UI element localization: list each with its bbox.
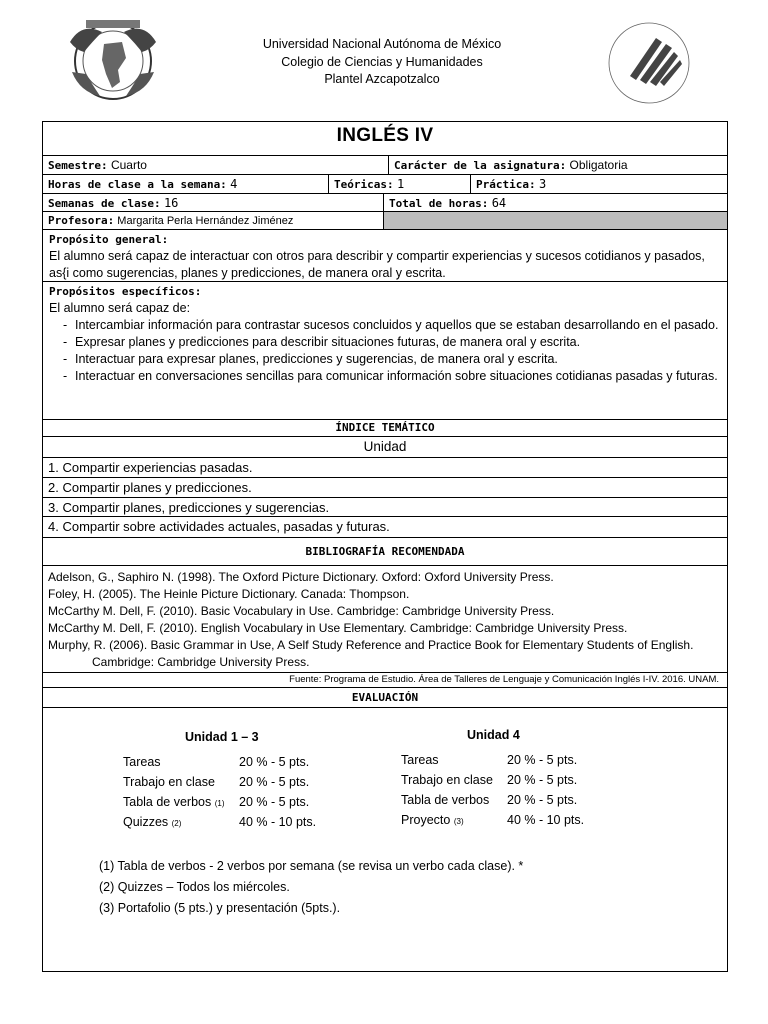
practica-value: 3 [538,177,547,191]
unam-seal-logo [62,12,164,110]
evaluacion-body [43,708,727,971]
proposito-general-heading: Propósito general: [49,233,169,246]
horas-label: Horas de clase a la semana: [48,178,227,191]
list-item: - Expresar planes y predicciones para describir situaciones futuras, de manera oral y escrita. [63,334,721,351]
total-horas-label: Total de horas: [389,197,489,210]
table-row: Proyecto (3) 40 % - 10 pts. [401,813,585,827]
evaluacion-heading: EVALUACIÓN [43,688,727,708]
profesora-label: Profesora: [48,214,115,227]
table-row: Tabla de verbos 20 % - 5 pts. [401,793,578,807]
table-row: Tareas 20 % - 5 pts. [123,755,310,769]
semestre-value: Cuarto [110,158,147,172]
eval-note: (1) Tabla de verbos - 2 verbos por semana (se revisa un verbo cada clase). * [99,859,524,873]
bib-entry: Murphy, R. (2006). Basic Grammar in Use, A Self Study Reference and Practice Book for Elementary Students of English. [48,638,694,652]
table-row: Trabajo en clase 20 % - 5 pts. [401,773,578,787]
table-row: Quizzes (2) 40 % - 10 pts. [123,815,317,829]
propositos-especificos-section [43,282,727,420]
table-row: Trabajo en clase 20 % - 5 pts. [123,775,310,789]
bib-entry: McCarthy M. Dell, F. (2010). English Vocabulary in Use Elementary. Cambridge: Cambridge University Press. [48,621,628,635]
propositos-especificos-heading: Propósitos específicos: [49,285,202,298]
bib-entry: Cambridge: Cambridge University Press. [92,655,310,669]
practica-label: Práctica: [476,178,536,191]
unidad-header: Unidad [43,437,727,458]
profesora-value: Margarita Perla Hernández Jiménez [117,215,294,227]
semanas-value: 16 [163,196,179,210]
course-title: INGLÉS IV [43,122,727,156]
bib-entry: Foley, H. (2005). The Heinle Picture Dictionary. Canada: Thompson. [48,587,410,601]
proposito-general-text: El alumno será capaz de interactuar con otros para describir y compartir experiencias y sucesos cotidianos y pasados, as{i como sugerencias, planes y predicciones, de manera oral y escrita. [49,249,705,280]
caracter-value: Obligatoria [569,158,628,172]
unit-row: 2. Compartir planes y predicciones. [43,478,727,498]
list-item: - Interactuar para expresar planes, predicciones y sugerencias, de manera oral y escrita. [63,351,721,368]
unit-row: 4. Compartir sobre actividades actuales, pasadas y futuras. [43,517,727,538]
table-row: Tabla de verbos (1) 20 % - 5 pts. [123,795,310,809]
row-semestre [43,156,727,175]
bib-entry: Adelson, G., Saphiro N. (1998). The Oxford Picture Dictionary. Oxford: Oxford University Press. [48,570,554,584]
unit-row: 1. Compartir experiencias pasadas. [43,458,727,478]
institution-line-2: Colegio de Ciencias y Humanidades [281,54,483,69]
total-horas-value: 64 [491,196,507,210]
eval-group-1-table [123,752,316,832]
eval-group-1 [123,730,316,832]
list-item: - Interactuar en conversaciones sencillas para comunicar información sobre situaciones cotidianas pasadas y futuras. [63,368,721,385]
row-horas [43,175,727,194]
indice-tematico-heading: ÍNDICE TEMÁTICO [43,420,727,437]
institution-line-3: Plantel Azcapotzalco [324,72,440,86]
eval-group-2-table [401,750,584,830]
row-profesora [43,212,727,230]
institution-line-1: Universidad Nacional Autónoma de México [262,37,502,51]
fuente-note: Fuente: Programa de Estudio. Área de Talleres de Lenguaje y Comunicación Inglés I-IV. 2016. UNAM. [43,673,727,688]
caracter-label: Carácter de la asignatura: [394,159,567,172]
list-item: - Intercambiar información para contrastar sucesos concluidos y aquellos que se estaban desarrollando en el pasado. [63,317,721,334]
eval-note: (3) Portafolio (5 pts.) y presentación (5pts.). [99,901,341,915]
horas-value: 4 [230,177,238,191]
teoricas-label: Teóricas: [334,178,394,191]
eval-group-1-title: Unidad 1 – 3 [185,730,259,744]
institution-header [200,36,564,89]
table-row: Tareas 20 % - 5 pts. [401,753,578,767]
cch-logo [600,18,698,108]
bibliografia-heading: BIBLIOGRAFÍA RECOMENDADA [43,538,727,566]
eval-note: (2) Quizzes – Todos los miércoles. [99,880,290,894]
propositos-list [49,317,721,385]
grey-empty-cell [383,212,727,229]
semestre-label: Semestre: [48,159,108,172]
syllabus-table [42,121,728,972]
proposito-general-section [43,230,727,282]
eval-group-2-title: Unidad 4 [467,728,520,742]
row-semanas [43,194,727,212]
propositos-especificos-intro: El alumno será capaz de: [49,301,191,315]
eval-group-2 [401,728,584,830]
semanas-label: Semanas de clase: [48,197,161,210]
bib-entry: McCarthy M. Dell, F. (2010). Basic Vocabulary in Use. Cambridge: Cambridge University Press. [48,604,555,618]
eval-notes [99,856,523,919]
teoricas-value: 1 [396,177,405,191]
unit-row: 3. Compartir planes, predicciones y sugerencias. [43,498,727,517]
bibliografia-list [43,566,727,673]
